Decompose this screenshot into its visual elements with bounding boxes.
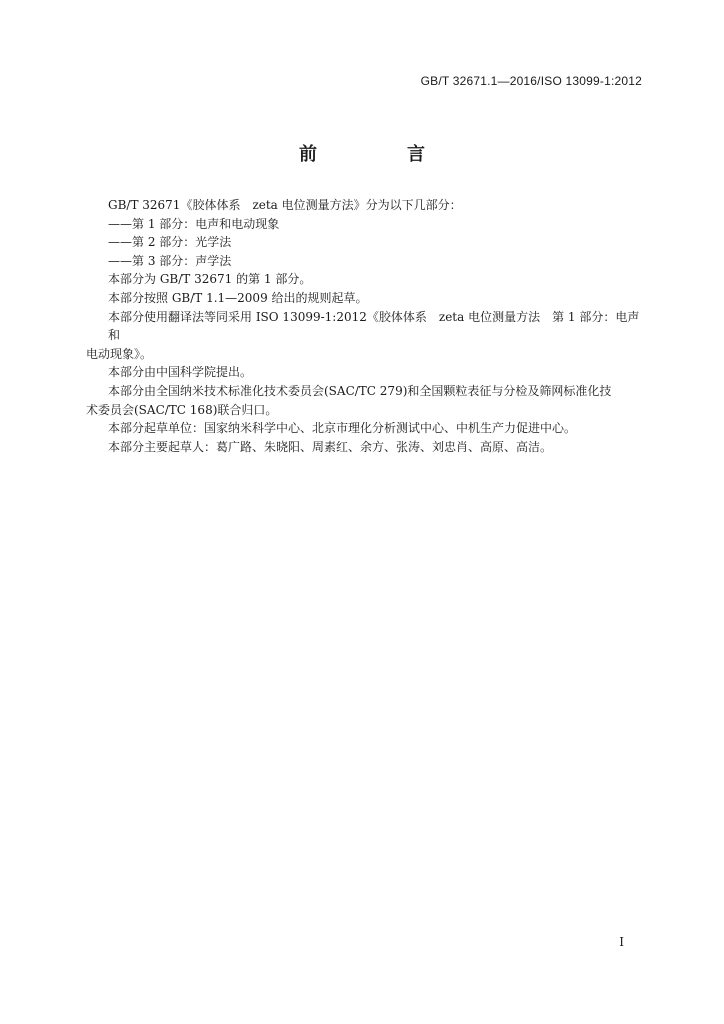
foreword-body (86, 196, 644, 456)
list-item-part-1: ——第 1 部分：电声和电动现象 (108, 216, 280, 231)
paragraph-drafting-units: 本部分起草单位：国家纳米科学中心、北京市理化分析测试中心、中机生产力促进中心。 (108, 421, 577, 436)
paragraph-drafting-rules: 本部分按照 GB/T 1.1—2009 给出的规则起草。 (108, 290, 368, 305)
paragraph-committee: 本部分由全国纳米技术标准化技术委员会(SAC/TC 279)和全国颗粒表征与分检及筛网标准化技 术委员会(SAC/TC 168)联合归口。 (86, 383, 612, 417)
list-item-part-3: ——第 3 部分：声学法 (108, 253, 232, 268)
paragraph-proposer: 本部分由中国科学院提出。 (108, 365, 253, 380)
standard-number-header: GB/T 32671.1—2016/ISO 13099-1:2012 (420, 74, 642, 88)
list-item-part-2: ——第 2 部分：光学法 (108, 235, 232, 250)
paragraph-this-part: 本部分为 GB/T 32671 的第 1 部分。 (108, 272, 312, 287)
paragraph-translation: 本部分使用翻译法等同采用 ISO 13099-1:2012《胶体体系 zeta 电位测量方法 第 1 部分：电声和 电动现象》。 (86, 309, 640, 361)
paragraph-parts-intro: GB/T 32671《胶体体系 zeta 电位测量方法》分为以下几部分： (108, 198, 462, 212)
page-number: I (619, 935, 624, 949)
paragraph-drafters: 本部分主要起草人：葛广路、朱晓阳、周素红、余方、张涛、刘忠肖、高原、高洁。 (108, 439, 553, 454)
page-title: 前 言 (299, 144, 461, 165)
